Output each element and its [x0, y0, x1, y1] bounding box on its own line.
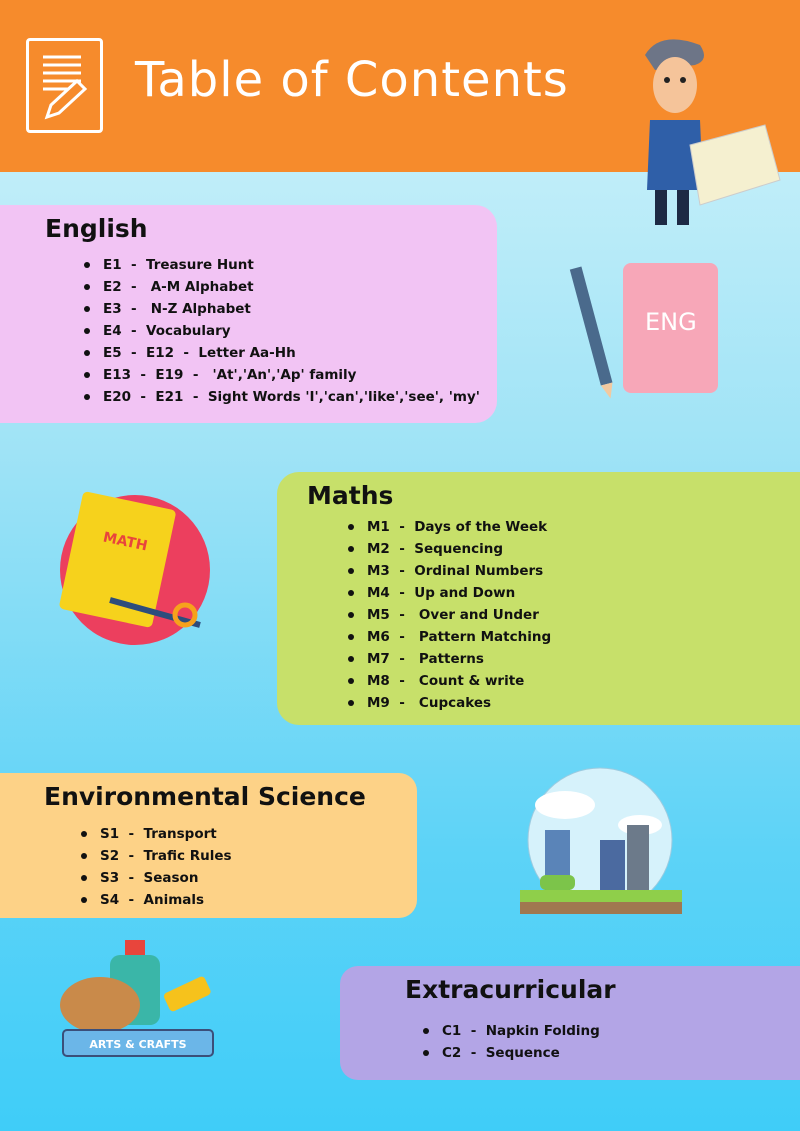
list-item: C2 - Sequence — [442, 1042, 600, 1064]
list-item: M5 - Over and Under — [367, 604, 551, 626]
extracurricular-list — [442, 1020, 600, 1064]
math-book-illustration — [50, 490, 225, 645]
list-item: E13 - E19 - 'At','An','Ap' family — [103, 364, 480, 386]
maths-list — [367, 516, 551, 714]
environmental-science-section — [0, 773, 417, 918]
list-item: C1 - Napkin Folding — [442, 1020, 600, 1042]
list-item: E20 - E21 - Sight Words 'I','can','like','see', 'my' — [103, 386, 480, 408]
list-item: M7 - Patterns — [367, 648, 551, 670]
list-item: E3 - N-Z Alphabet — [103, 298, 480, 320]
list-item: E5 - E12 - Letter Aa-Hh — [103, 342, 480, 364]
list-item: M4 - Up and Down — [367, 582, 551, 604]
document-edit-icon — [26, 38, 103, 133]
list-item: S1 - Transport — [100, 823, 232, 845]
list-item: E4 - Vocabulary — [103, 320, 480, 342]
list-item: M6 - Pattern Matching — [367, 626, 551, 648]
city-illustration — [515, 765, 685, 925]
environmental-list — [100, 823, 232, 911]
list-item: E2 - A-M Alphabet — [103, 276, 480, 298]
list-item: S3 - Season — [100, 867, 232, 889]
list-item: M2 - Sequencing — [367, 538, 551, 560]
arts-and-crafts-illustration — [55, 930, 220, 1070]
section-heading: English — [45, 214, 148, 243]
arts-label: ARTS & CRAFTS — [89, 1038, 187, 1051]
extracurricular-section — [340, 966, 800, 1080]
math-label: MATH — [101, 529, 149, 555]
page-title: Table of Contents — [135, 52, 569, 108]
list-item: M1 - Days of the Week — [367, 516, 551, 538]
english-book-illustration — [565, 255, 725, 405]
section-heading: Environmental Science — [44, 782, 366, 811]
list-item: S4 - Animals — [100, 889, 232, 911]
english-section — [0, 205, 497, 423]
teacher-reading-illustration — [615, 30, 785, 230]
eng-label: ENG — [645, 308, 697, 336]
list-item: S2 - Trafic Rules — [100, 845, 232, 867]
section-heading: Maths — [307, 481, 394, 510]
list-item: M3 - Ordinal Numbers — [367, 560, 551, 582]
english-list — [103, 254, 480, 408]
maths-section — [277, 472, 800, 725]
header — [0, 0, 800, 172]
section-heading: Extracurricular — [405, 975, 616, 1004]
list-item: E1 - Treasure Hunt — [103, 254, 480, 276]
list-item: M8 - Count & write — [367, 670, 551, 692]
list-item: M9 - Cupcakes — [367, 692, 551, 714]
